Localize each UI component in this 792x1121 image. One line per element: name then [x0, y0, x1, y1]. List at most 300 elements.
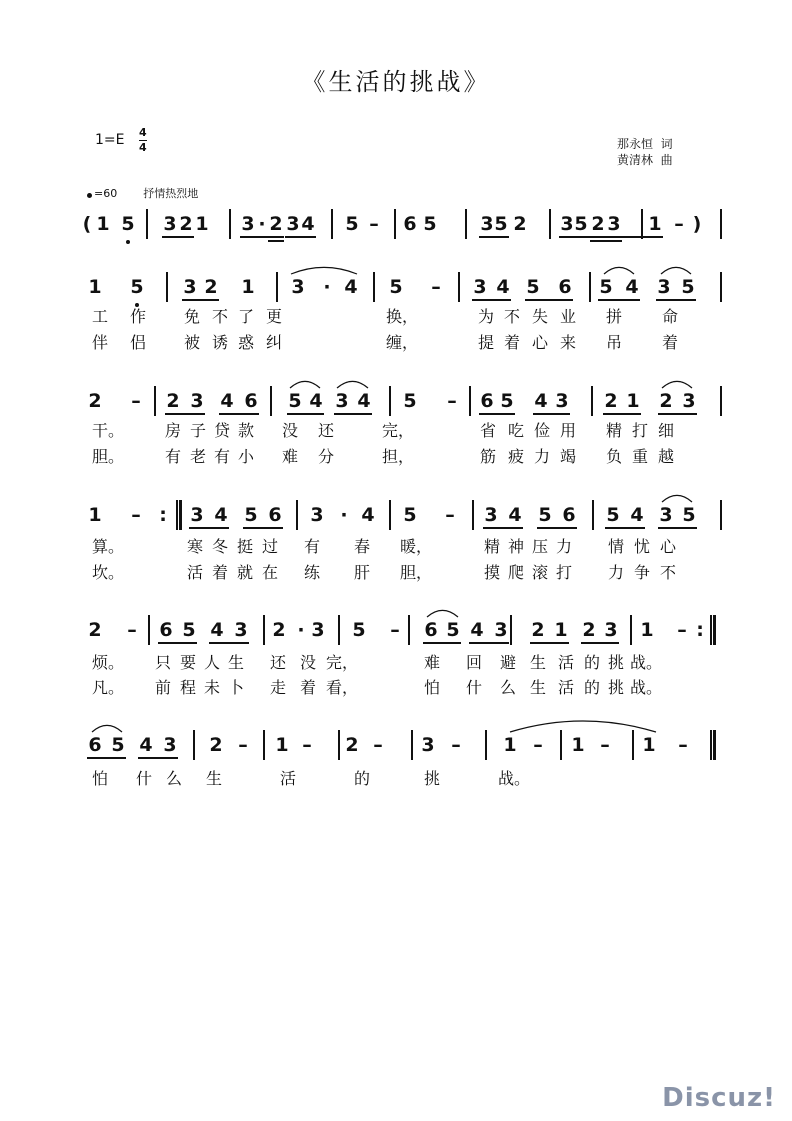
lyric-word: 生 [206, 769, 223, 788]
time-signature [139, 127, 147, 154]
beam-underline [334, 413, 372, 415]
note: 3 [163, 734, 177, 756]
note: 5 [352, 619, 366, 641]
lyric-word: 情 [608, 537, 625, 556]
lyric-word: 算。 [92, 537, 125, 556]
note: 3 [480, 213, 494, 235]
barline [720, 500, 722, 530]
barline [469, 386, 471, 416]
note: 4 [220, 390, 234, 412]
watermark: Discuz! [662, 1083, 776, 1113]
note: – [238, 734, 248, 756]
lyric-word: 免 [184, 307, 201, 326]
lyric-word: 省 [480, 421, 497, 440]
note: 5 [423, 213, 437, 235]
lyric-word: 干。 [92, 421, 125, 440]
note: – [373, 734, 383, 756]
note: 6 [403, 213, 417, 235]
note: 2 [513, 213, 527, 235]
note: 4 [210, 619, 224, 641]
lyric-word: 拼 [606, 307, 623, 326]
lyric-word: 小 [238, 447, 255, 466]
note: 3 [183, 276, 197, 298]
note: 5 [244, 504, 258, 526]
lyric-word: 挺 [237, 537, 254, 556]
lyric-word: 过 [262, 537, 279, 556]
barline [338, 615, 340, 645]
beam-underline [472, 299, 511, 301]
lyric-word: 换， [386, 307, 419, 326]
lyric-word: 的 [584, 653, 601, 672]
lyric-word: 力 [534, 447, 551, 466]
beam-underline [598, 299, 640, 301]
note: 5 [526, 276, 540, 298]
note: 3 [190, 504, 204, 526]
note: 2 [345, 734, 359, 756]
lyric-word: 战。 [498, 769, 531, 788]
tempo-value: =60 [94, 187, 118, 200]
barline [485, 730, 487, 760]
note: 4 [344, 276, 358, 298]
lyric-word: 不 [504, 307, 521, 326]
lyric-word: 就 [237, 563, 254, 582]
note: – [677, 619, 687, 641]
note: – [127, 619, 137, 641]
note: 3 [311, 619, 325, 641]
lyric-word: 么 [500, 678, 517, 697]
note: 4 [470, 619, 484, 641]
barline [146, 209, 148, 239]
lyric-word: 力 [608, 563, 625, 582]
barline [176, 500, 178, 530]
lyric-word: 的 [584, 678, 601, 697]
lyric-word: 只 [155, 653, 172, 672]
slur-arc [604, 267, 634, 274]
note: 2 [591, 213, 605, 235]
lyric-word: 吃 [508, 421, 525, 440]
note: 4 [357, 390, 371, 412]
lyric-word: 活 [558, 678, 575, 697]
beam-underline [165, 413, 205, 415]
note: 5 [538, 504, 552, 526]
lyric-word: 避 [500, 653, 517, 672]
lyric-word: 活 [280, 769, 297, 788]
note: 6 [480, 390, 494, 412]
note: 2 [88, 619, 102, 641]
repeat-barline [179, 500, 182, 530]
note: 3 [190, 390, 204, 412]
repeat-barline [713, 615, 716, 645]
barline [411, 730, 413, 760]
note: 3 [607, 213, 621, 235]
lyric-word: 看， [326, 678, 359, 697]
lyric-word: 战。 [630, 678, 663, 697]
barline [276, 272, 278, 302]
note: 4 [309, 390, 323, 412]
slur-arc [290, 381, 320, 388]
lyric-word: 作 [130, 307, 147, 326]
note: 6 [558, 276, 572, 298]
note: 1 [88, 276, 102, 298]
note: 2 [204, 276, 218, 298]
lyric-word: 战。 [630, 653, 663, 672]
lyric-word: 程 [180, 678, 197, 697]
note: 4 [630, 504, 644, 526]
lyric-word: 负 [606, 447, 623, 466]
note: 6 [562, 504, 576, 526]
beam-underline [189, 527, 229, 529]
lyric-word: 不 [212, 307, 229, 326]
lyric-word: 着 [504, 333, 521, 352]
note: 3 [555, 390, 569, 412]
note: 4 [508, 504, 522, 526]
lyric-word: 工 [92, 307, 109, 326]
lyric-word: 坎。 [92, 563, 125, 582]
lyric-word: 心 [532, 333, 549, 352]
slur-arc [661, 267, 691, 274]
note: : [159, 504, 167, 526]
lyric-word: 还 [318, 421, 335, 440]
note: 1 [96, 213, 110, 235]
beam-underline [219, 413, 259, 415]
note: : [696, 619, 704, 641]
lyric-word: 侣 [130, 333, 147, 352]
barline [229, 209, 231, 239]
barline [408, 615, 410, 645]
note: – [302, 734, 312, 756]
lyric-word: 力 [556, 537, 573, 556]
lyric-word: 什 [466, 678, 483, 697]
barline [641, 209, 643, 239]
lyric-word: 贷 [214, 421, 231, 440]
barline [193, 730, 195, 760]
lyric-word: 忧 [634, 537, 651, 556]
lyric-word: 要 [180, 653, 197, 672]
page-title: 《生活的挑战》 [301, 68, 491, 96]
note: 3 [560, 213, 574, 235]
lyric-word: 肝 [354, 563, 371, 582]
lyric-word: 神 [508, 537, 525, 556]
lyric-word: 挑 [608, 653, 625, 672]
beam-underline [209, 642, 249, 644]
lyric-word: 业 [560, 307, 577, 326]
note: 1 [648, 213, 662, 235]
lyric-word: 打 [556, 563, 573, 582]
note: 1 [503, 734, 517, 756]
lyric-word: 越 [658, 447, 675, 466]
barline [589, 272, 591, 302]
note: · [340, 504, 348, 526]
lyric-word: 纠 [266, 333, 283, 352]
lyric-word: 冬 [212, 537, 229, 556]
lyric-word: 怕 [92, 769, 109, 788]
barline [373, 272, 375, 302]
slur-arc [337, 381, 368, 388]
beam-underline [138, 757, 178, 759]
slur-arc [427, 610, 458, 617]
lyric-word: 来 [560, 333, 577, 352]
lyric-word: 卜 [228, 678, 245, 697]
barline [389, 500, 391, 530]
note: 4 [625, 276, 639, 298]
barline [394, 209, 396, 239]
note: 5 [403, 390, 417, 412]
note: 2 [604, 390, 618, 412]
note: – [674, 213, 684, 235]
barline [263, 615, 265, 645]
note: 2 [166, 390, 180, 412]
note: 5 [345, 213, 359, 235]
lyric-word: 在 [262, 563, 279, 582]
lyric-word: 摸 [484, 563, 501, 582]
barline [591, 386, 593, 416]
slur-arc [291, 267, 357, 274]
lyric-word: 有 [304, 537, 321, 556]
barline [338, 730, 340, 760]
note: 3 [484, 504, 498, 526]
lyric-word: 回 [466, 653, 483, 672]
barline [458, 272, 460, 302]
beam-underline [158, 642, 197, 644]
note: 4 [361, 504, 375, 526]
beam-underline [469, 642, 509, 644]
note: 4 [214, 504, 228, 526]
beam-underline [537, 527, 577, 529]
lyric-word: 没 [300, 653, 317, 672]
note: – [533, 734, 543, 756]
lyric-word: 还 [270, 653, 287, 672]
barline [560, 730, 562, 760]
lyric-word: 完， [326, 653, 359, 672]
barline [154, 386, 156, 416]
note: – [131, 390, 141, 412]
credits [617, 136, 673, 168]
barline [472, 500, 474, 530]
lyric-word: 未 [204, 678, 221, 697]
meter-top: 4 [139, 126, 147, 139]
note: 3 [604, 619, 618, 641]
lyric-word: 爬 [508, 563, 525, 582]
lyric-word: 心 [660, 537, 677, 556]
composer: 黄清林 曲 [617, 153, 673, 167]
lyric-word: 分 [318, 447, 335, 466]
note: 5 [599, 276, 613, 298]
lyric-word: 暖， [400, 537, 433, 556]
note: 1 [640, 619, 654, 641]
note: 1 [275, 734, 289, 756]
barline [720, 386, 722, 416]
note: 6 [244, 390, 258, 412]
note: 5 [681, 276, 695, 298]
lyric-word: 为 [478, 307, 495, 326]
beam-underline [658, 413, 697, 415]
lyric-word: 胆。 [92, 447, 125, 466]
beam-underline [162, 236, 194, 238]
note: 1 [626, 390, 640, 412]
beam-underline [483, 527, 523, 529]
note: 3 [657, 276, 671, 298]
beam-underline [581, 642, 619, 644]
barline [331, 209, 333, 239]
lyric-word: 挑 [608, 678, 625, 697]
barline [465, 209, 467, 239]
note: 3 [310, 504, 324, 526]
note: 2 [531, 619, 545, 641]
tempo-marking [87, 185, 198, 201]
note: 3 [335, 390, 349, 412]
lyric-word: 老 [190, 447, 207, 466]
lyric-word: 诱 [212, 333, 229, 352]
lyric-word: 胆， [400, 563, 433, 582]
beam-underline [285, 236, 316, 238]
lyric-word: 活 [558, 653, 575, 672]
lyric-word: 什 [136, 769, 153, 788]
lyric-word: 生 [530, 678, 547, 697]
lyric-word: 着 [212, 563, 229, 582]
note: – [431, 276, 441, 298]
beam-underline [243, 527, 283, 529]
lyric-word: 活 [187, 563, 204, 582]
barline [166, 272, 168, 302]
note: – [369, 213, 379, 235]
lyric-word: 凡。 [92, 678, 125, 697]
lyric-word: 失 [532, 307, 549, 326]
lyric-word: 用 [560, 421, 577, 440]
lyric-word: 了 [238, 307, 255, 326]
beam-underline [559, 236, 663, 238]
barline [148, 615, 150, 645]
key-signature: 1=E [95, 132, 125, 148]
octave-dot [126, 240, 130, 244]
note: 1 [554, 619, 568, 641]
note: 3 [494, 619, 508, 641]
lyric-word: 款 [238, 421, 255, 440]
barline [720, 272, 722, 302]
lyric-word: 提 [478, 333, 495, 352]
note: 4 [139, 734, 153, 756]
lyric-word: 俭 [534, 421, 551, 440]
beam-underline [240, 236, 284, 238]
note: – [451, 734, 461, 756]
slur-arc [92, 725, 122, 732]
note: 3 [234, 619, 248, 641]
beam-underline [658, 527, 697, 529]
barline [389, 386, 391, 416]
lyric-word: 前 [155, 678, 172, 697]
lyricist: 那永恒 词 [617, 137, 673, 151]
slur-arc [662, 495, 692, 502]
note: 3 [163, 213, 177, 235]
note: 1 [642, 734, 656, 756]
lyric-word: 疲 [508, 447, 525, 466]
note: 5 [494, 213, 508, 235]
lyric-word: 么 [166, 769, 183, 788]
lyric-word: 挑 [424, 769, 441, 788]
barline [630, 615, 632, 645]
beam-underline [479, 236, 509, 238]
lyric-word: 的 [354, 769, 371, 788]
note: 5 [121, 213, 135, 235]
note: – [445, 504, 455, 526]
beam-underline [533, 413, 570, 415]
barline [710, 615, 712, 645]
lyric-word: 打 [632, 421, 649, 440]
note: 5 [446, 619, 460, 641]
barline [632, 730, 634, 760]
note: 2 [272, 619, 286, 641]
note: 2 [209, 734, 223, 756]
lyric-word: 担， [382, 447, 415, 466]
lyric-word: 筋 [480, 447, 497, 466]
beam-underline [182, 299, 219, 301]
lyric-word: 子 [190, 421, 207, 440]
note: 4 [301, 213, 315, 235]
barline [510, 615, 512, 645]
lyric-word: 争 [634, 563, 651, 582]
lyric-word: 被 [184, 333, 201, 352]
slur-arc [662, 381, 692, 388]
note: 5 [288, 390, 302, 412]
barline [263, 730, 265, 760]
lyric-word: 压 [532, 537, 549, 556]
lyric-word: 走 [270, 678, 287, 697]
note: 2 [179, 213, 193, 235]
lyric-word: 命 [662, 307, 679, 326]
beam-underline [530, 642, 569, 644]
lyric-word: 不 [660, 563, 677, 582]
lyric-word: 烦。 [92, 653, 125, 672]
note: 5 [111, 734, 125, 756]
lyric-word: 更 [266, 307, 283, 326]
lyric-word: 房 [165, 421, 182, 440]
beam-underline [423, 642, 461, 644]
expression-text: 抒情热烈地 [143, 187, 199, 200]
note: · [297, 619, 305, 641]
beam-underline [603, 413, 641, 415]
lyric-word: 缠， [386, 333, 419, 352]
note: · [323, 276, 331, 298]
lyric-word: 细 [658, 421, 675, 440]
note: 1 [571, 734, 585, 756]
beam-underline [590, 240, 622, 242]
note: 1 [195, 213, 209, 235]
barline [549, 209, 551, 239]
note: 5 [389, 276, 403, 298]
repeat-barline [713, 730, 716, 760]
lyric-word: 寒 [187, 537, 204, 556]
note: 1 [88, 504, 102, 526]
meter-bottom: 4 [139, 141, 147, 154]
barline [720, 209, 722, 239]
note: 5 [500, 390, 514, 412]
note: 3 [241, 213, 255, 235]
lyric-word: 惑 [238, 333, 255, 352]
note: 6 [159, 619, 173, 641]
note: 3 [473, 276, 487, 298]
note: 3 [286, 213, 300, 235]
note: 4 [496, 276, 510, 298]
beam-underline [605, 527, 645, 529]
note: 5 [130, 276, 144, 298]
note: 3 [682, 390, 696, 412]
beam-underline [287, 413, 324, 415]
note: 2 [582, 619, 596, 641]
lyric-word: 练 [304, 563, 321, 582]
lyric-word: 吊 [606, 333, 623, 352]
note: – [678, 734, 688, 756]
note: 1 [241, 276, 255, 298]
note: – [131, 504, 141, 526]
